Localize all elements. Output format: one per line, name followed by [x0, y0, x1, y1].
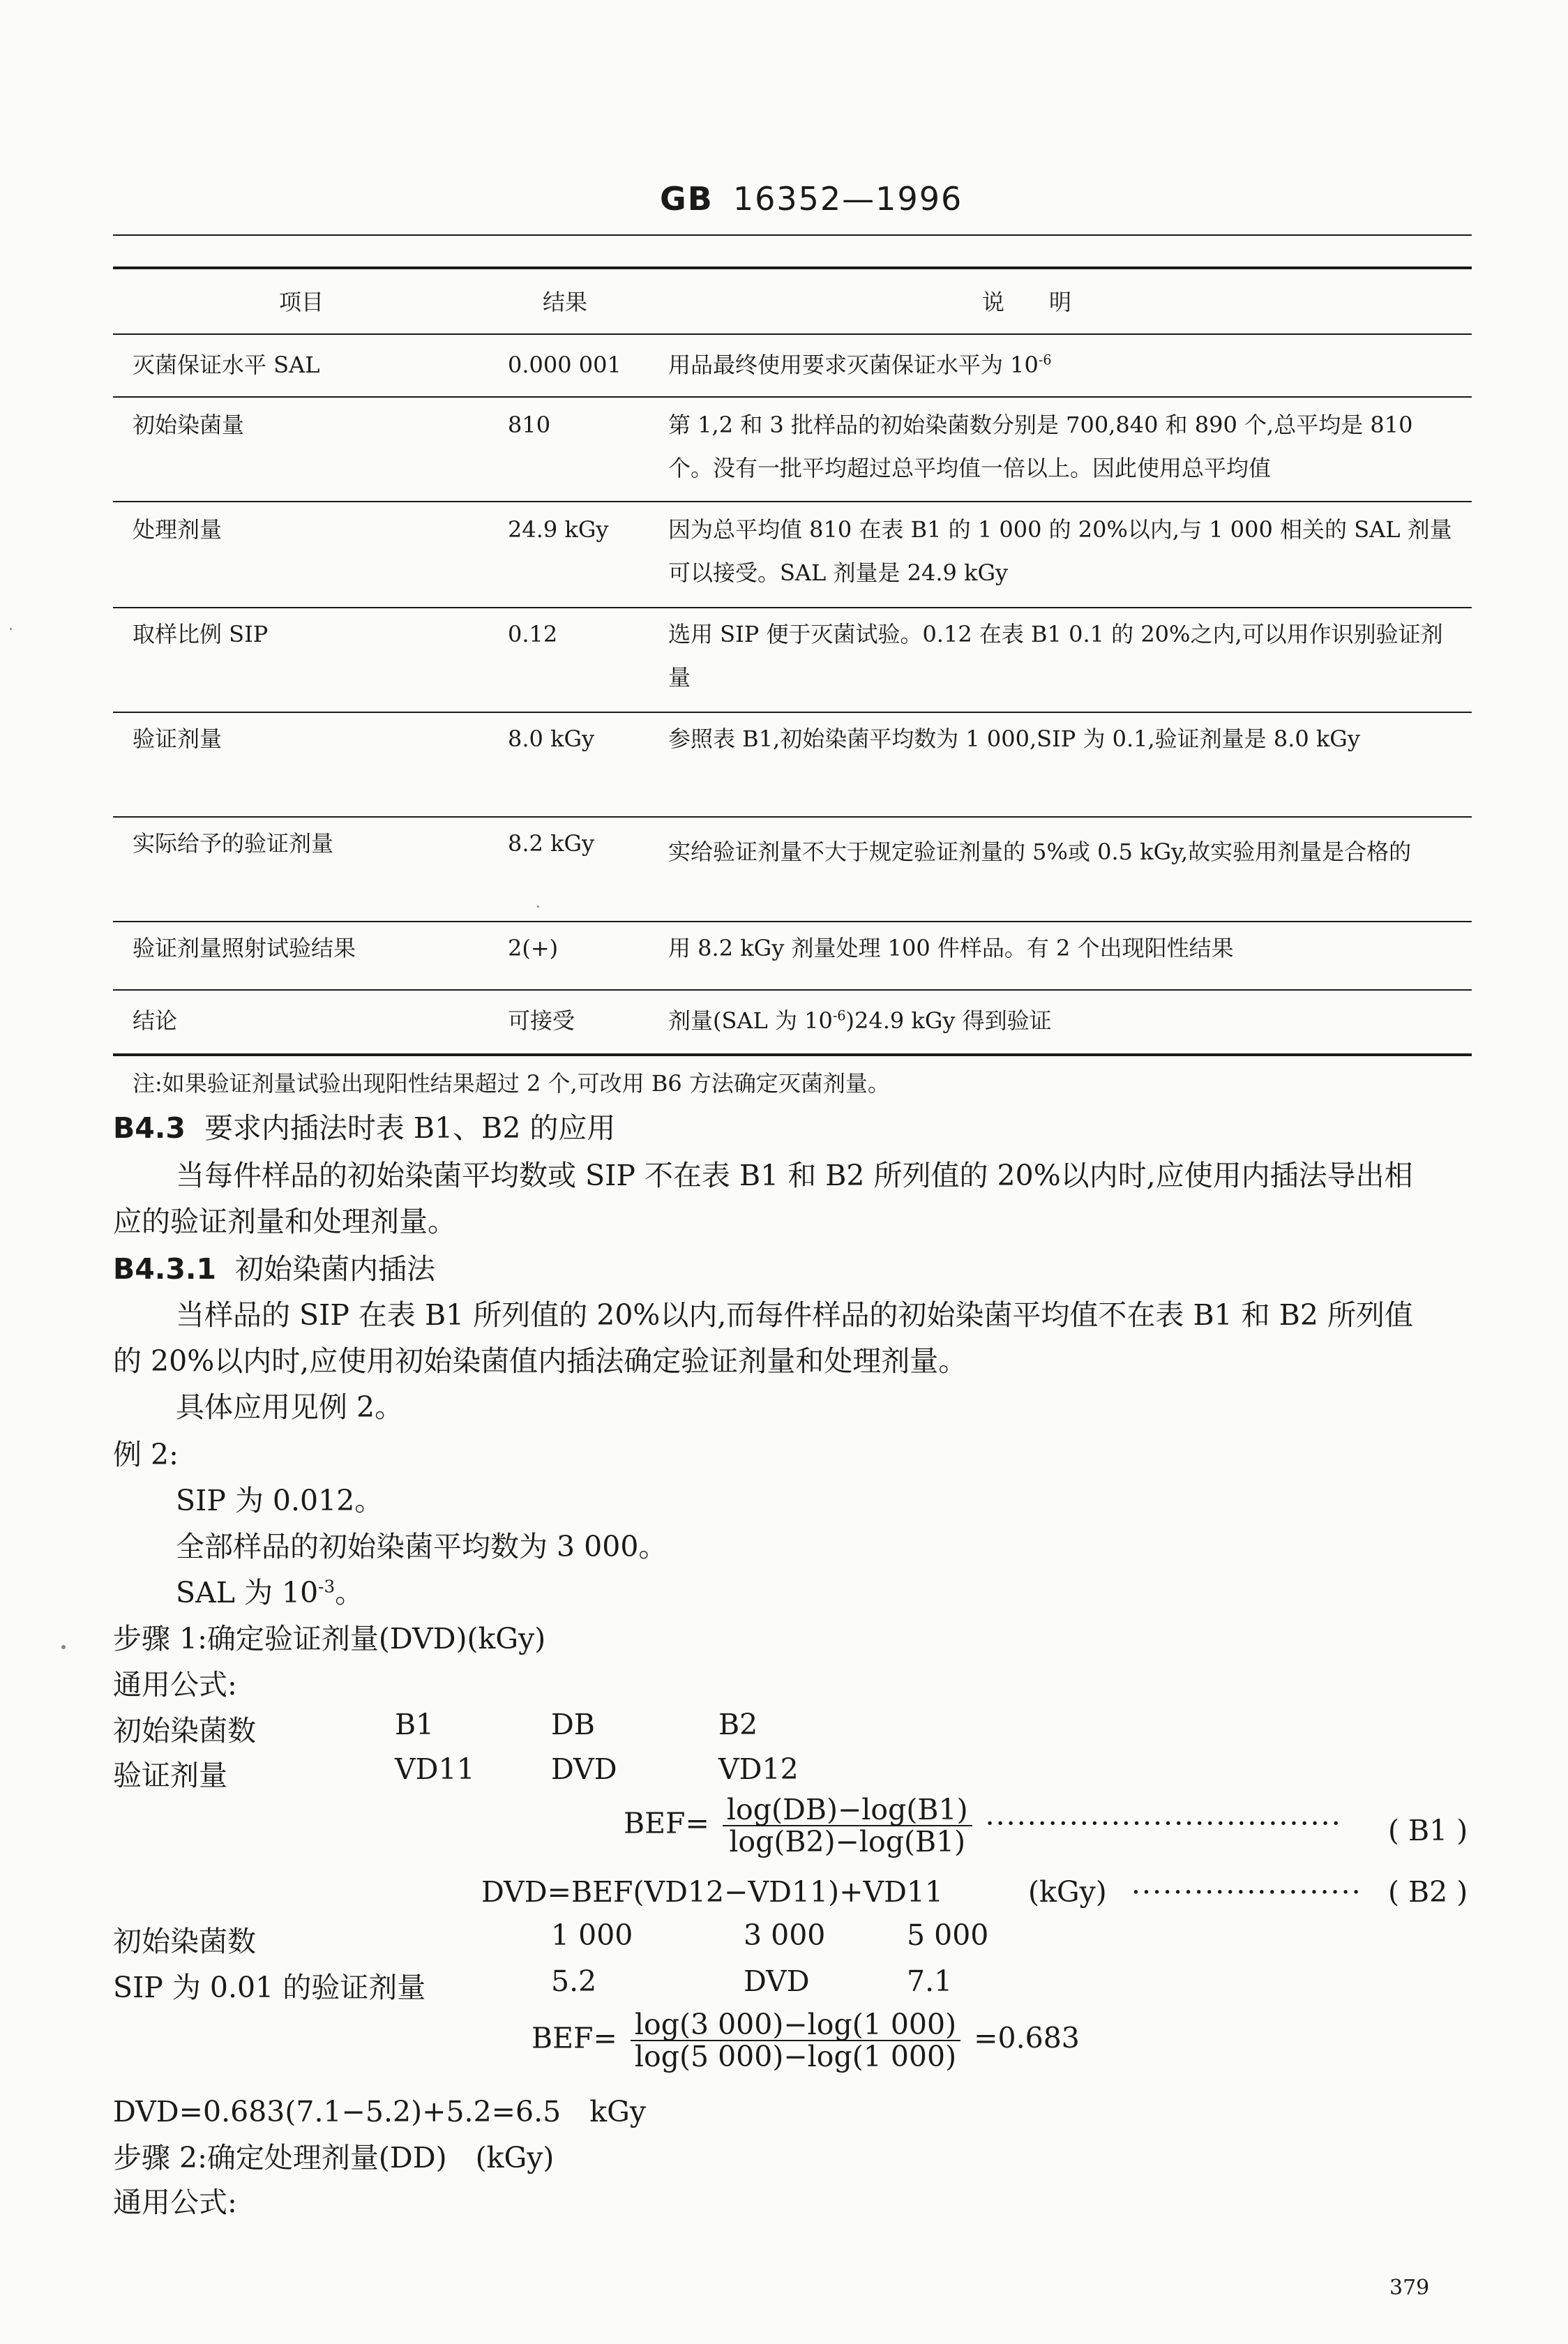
general-formula-label: 通用公式:	[113, 1668, 237, 1701]
grid-cell: 7.1	[907, 1964, 953, 1998]
table-cell-result: 可接受	[508, 1007, 575, 1034]
column-header-desc: 说 明	[982, 289, 1072, 315]
equation-bef	[624, 1794, 1342, 1857]
section-number: B4.3.1	[113, 1252, 216, 1286]
standard-code	[660, 180, 963, 218]
example-line: SAL 为 $10^{-3}$。	[176, 1576, 364, 1609]
grid-cell: 验证剂量	[113, 1759, 227, 1792]
equation-unit: (kGy)	[1028, 1875, 1107, 1909]
table-header-rule	[113, 333, 1472, 335]
grid-cell: B2	[718, 1708, 758, 1741]
example-line: SIP 为 0.012。	[176, 1484, 384, 1517]
grid-cell: VD11	[395, 1752, 475, 1786]
table-cell-desc: 选用 SIP 便于灭菌试验。0.12 在表 B1 0.1 的 20%之内,可以用作识别验证剂量	[668, 621, 1443, 691]
bef-fraction	[631, 2009, 960, 2072]
fraction-denominator: log(5 000)−log(1 000)	[634, 2040, 957, 2073]
table-row-rule	[113, 607, 1472, 608]
grid-cell: VD12	[718, 1752, 799, 1786]
grid-cell: DB	[551, 1708, 596, 1741]
grid-cell: 3 000	[744, 1918, 826, 1952]
section-heading-b431	[113, 1246, 435, 1287]
header-rule	[113, 234, 1472, 236]
grid-cell: 初始染菌数	[113, 1925, 256, 1958]
section-heading-b43	[113, 1105, 615, 1146]
leader-dots: ··································	[985, 1806, 1342, 1840]
bef-result: =0.683	[974, 2021, 1080, 2055]
bef-label: BEF=	[532, 2021, 617, 2055]
table-cell-result: 0.12	[508, 621, 558, 647]
grid-cell: 初始染菌数	[113, 1714, 256, 1748]
table-cell-item: 结论	[133, 1007, 178, 1034]
table-cell-desc: 剂量(SAL 为 $10^{-6})24.9$ kGy 得到验证	[668, 1007, 1052, 1034]
paragraph-line: 当每件样品的初始染菌平均数或 SIP 不在表 B1 和 B2 所列值的 20%以内时,应使用内插法导出相	[176, 1159, 1413, 1192]
table-cell-desc: 第 1,2 和 3 批样品的初始染菌数分别是 700,840 和 890 个,总平均是 810 个。没有一批平均超过总平均值一倍以上。因此使用总平均值	[668, 412, 1413, 481]
table-cell-item: 处理剂量	[133, 516, 223, 543]
table-note: 注:如果验证剂量试验出现阳性结果超过 2 个,可改用 B6 方法确定灭菌剂量。	[133, 1070, 890, 1097]
table-bottom-rule	[113, 1053, 1472, 1056]
column-header-result: 结果	[543, 289, 588, 315]
example-line: 全部样品的初始染菌平均数为 3 000。	[176, 1530, 668, 1563]
grid-cell: SIP 为 0.01 的验证剂量	[113, 1971, 426, 2004]
table-cell-item: 实际给予的验证剂量	[133, 830, 334, 857]
table-cell-item: 取样比例 SIP	[133, 621, 269, 647]
table-row-rule	[113, 989, 1472, 991]
table-cell-desc: 用 8.2 kGy 剂量处理 100 件样品。有 2 个出现阳性结果	[668, 935, 1234, 961]
table-row-rule	[113, 921, 1472, 922]
table-row-rule	[113, 816, 1472, 818]
paragraph-line: 当样品的 SIP 在表 B1 所列值的 20%以内,而每件样品的初始染菌平均值不在表 B1 和 B2 所列值	[176, 1298, 1413, 1332]
table-row-rule	[113, 396, 1472, 398]
standard-prefix: GB	[660, 180, 714, 218]
step-1: 步骤 1:确定验证剂量(DVD)(kGy)	[113, 1622, 546, 1655]
table-cell-result: 24.9 kGy	[508, 516, 609, 543]
paragraph-line: 的 20%以内时,应使用初始染菌值内插法确定验证剂量和处理剂量。	[113, 1344, 967, 1378]
grid-cell: 1 000	[551, 1918, 633, 1952]
table-cell-result: 2(+)	[508, 935, 559, 961]
leader-dots: ······················	[1131, 1875, 1362, 1909]
table-top-rule	[113, 266, 1472, 269]
grid-cell: B1	[395, 1708, 435, 1741]
paragraph-line: 应的验证剂量和处理剂量。	[113, 1205, 456, 1238]
general-formula-label: 通用公式:	[113, 2186, 237, 2219]
table-cell-desc: 实给验证剂量不大于规定验证剂量的 5%或 0.5 kGy,故实验用剂量是合格的	[668, 839, 1412, 865]
table-cell-desc: 用品最终使用要求灭菌保证水平为 $10^{-6}$	[668, 352, 1052, 378]
table-row-rule	[113, 712, 1472, 713]
table-cell-desc: 参照表 B1,初始染菌平均数为 1 000,SIP 为 0.1,验证剂量是 8.0 kGy	[668, 726, 1360, 752]
example-label: 例 2:	[113, 1438, 179, 1471]
equation-bef-value	[532, 2009, 1080, 2072]
scan-speck	[537, 906, 539, 908]
table-cell-result: 810	[508, 412, 551, 438]
table-cell-item: 验证剂量	[133, 726, 223, 752]
table-cell-item: 灭菌保证水平 SAL	[133, 352, 320, 378]
fraction-numerator: log(3 000)−log(1 000)	[631, 2009, 960, 2041]
table-cell-item: 验证剂量照射试验结果	[133, 935, 356, 961]
fraction-denominator: log(B2)−log(B1)	[729, 1825, 966, 1858]
column-header-item: 项目	[279, 289, 324, 315]
grid-cell: 5.2	[551, 1964, 597, 1998]
step-2: 步骤 2:确定处理剂量(DD) (kGy)	[113, 2141, 555, 2174]
scan-speck	[61, 1645, 66, 1649]
grid-cell: 5 000	[907, 1918, 989, 1952]
page-number: 379	[1389, 2276, 1430, 2300]
table-cell-result: 8.2 kGy	[508, 830, 595, 857]
section-title: 初始染菌内插法	[235, 1252, 436, 1286]
standard-number: 16352—1996	[732, 180, 963, 218]
grid-cell: DVD	[744, 1964, 810, 1998]
equation-dvd: DVD=BEF(VD12−VD11)+VD11	[481, 1875, 944, 1909]
equation-number: ( B2 )	[1388, 1875, 1468, 1909]
table-cell-desc: 因为总平均值 810 在表 B1 的 1 000 的 20%以内,与 1 000 相关的 SAL 剂量可以接受。SAL 剂量是 24.9 kGy	[668, 516, 1452, 586]
fraction-numerator: log(DB)−log(B1)	[723, 1794, 972, 1826]
bef-fraction	[723, 1794, 972, 1857]
paragraph-line: 具体应用见例 2。	[176, 1390, 404, 1424]
table-cell-item: 初始染菌量	[133, 412, 245, 438]
section-number: B4.3	[113, 1111, 186, 1145]
table-cell-result: 8.0 kGy	[508, 726, 595, 752]
table-cell-result: 0.000 001	[508, 352, 621, 378]
scan-speck	[10, 628, 12, 630]
grid-cell: DVD	[551, 1752, 617, 1786]
equation-number: ( B1 )	[1388, 1814, 1468, 1847]
section-title: 要求内插法时表 B1、B2 的应用	[204, 1111, 616, 1145]
table-row-rule	[113, 501, 1472, 502]
dvd-result: DVD=0.683(7.1−5.2)+5.2=6.5 kGy	[113, 2095, 646, 2128]
bef-label: BEF=	[624, 1806, 709, 1840]
